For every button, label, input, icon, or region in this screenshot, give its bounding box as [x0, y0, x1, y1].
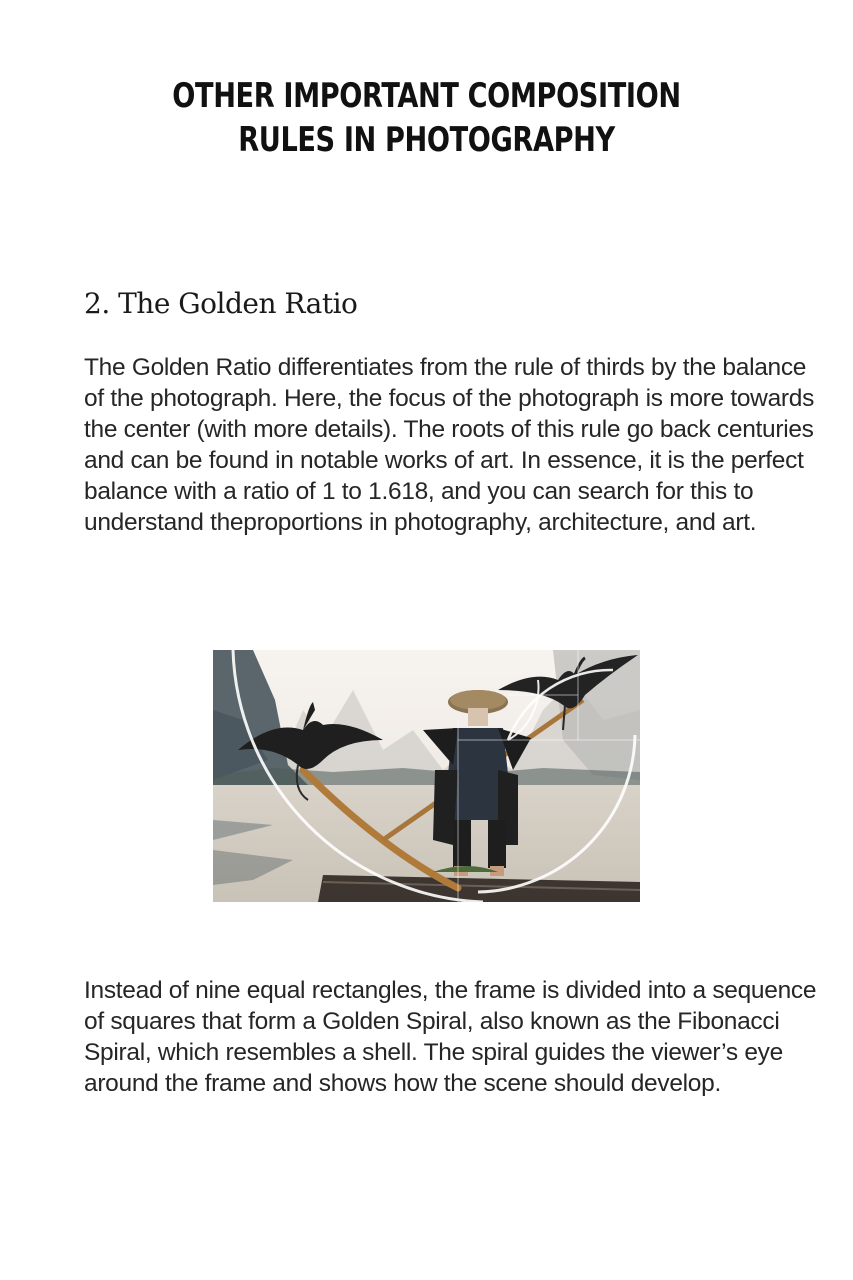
golden-ratio-photo — [213, 650, 640, 902]
intro-paragraph: The Golden Ratio differentiates from the rule of thirds by the balance of the photograph. Here, the focus of the photograph is more towards the center (with more details). The roots of this rule go back centuries and can be found in notable works of art. In essence, it is the perfect balance with a ratio of 1 to 1.618, and you can search for this to understand theproportions in photography, architecture, and art. — [84, 354, 815, 536]
photo-illustration — [213, 650, 640, 902]
section-heading: 2. The Golden Ratio — [84, 287, 358, 320]
explanation-paragraph: Instead of nine equal rectangles, the frame is divided into a sequence of squares that form a Golden Spiral, also known as the Fibonacci Spiral, which resembles a shell. The spiral guides the viewer’s eye around the frame and shows how the scene should develop. — [84, 977, 817, 1097]
page-title: OTHER IMPORTANT COMPOSITION RULES IN PHOTOGRAPHY — [172, 76, 681, 160]
